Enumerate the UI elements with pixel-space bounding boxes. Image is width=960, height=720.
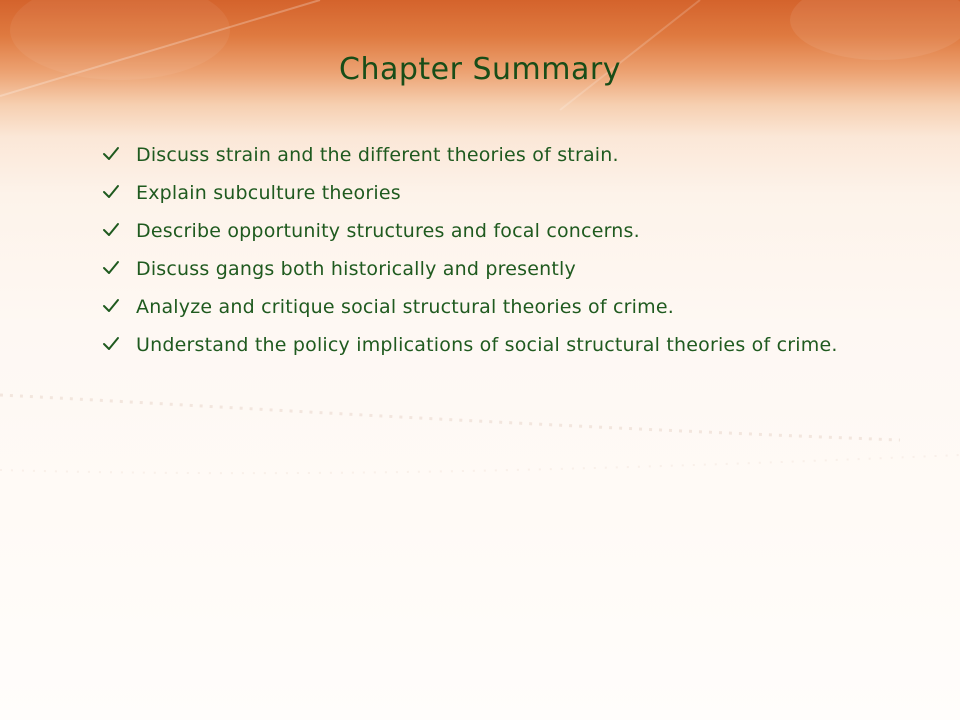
bullet-item <box>100 180 860 206</box>
bullet-text: Understand the policy implications of social structural theories of crime. <box>136 334 838 356</box>
bullet-text: Explain subculture theories <box>136 182 401 204</box>
checkmark-icon <box>102 297 120 315</box>
bullet-text: Discuss strain and the different theories of strain. <box>136 144 619 166</box>
bullet-item <box>100 256 860 282</box>
bullet-list <box>100 142 860 370</box>
bullet-text: Discuss gangs both historically and presently <box>136 258 576 280</box>
checkmark-icon <box>102 145 120 163</box>
bullet-item <box>100 294 860 320</box>
bullet-item <box>100 218 860 244</box>
checkmark-icon <box>102 183 120 201</box>
checkmark-icon <box>102 221 120 239</box>
bullet-text: Analyze and critique social structural theories of crime. <box>136 296 674 318</box>
checkmark-icon <box>102 259 120 277</box>
checkmark-icon <box>102 335 120 353</box>
bullet-text: Describe opportunity structures and focal concerns. <box>136 220 640 242</box>
bullet-item <box>100 142 860 168</box>
slide-title: Chapter Summary <box>339 52 621 87</box>
bullet-item <box>100 332 860 358</box>
